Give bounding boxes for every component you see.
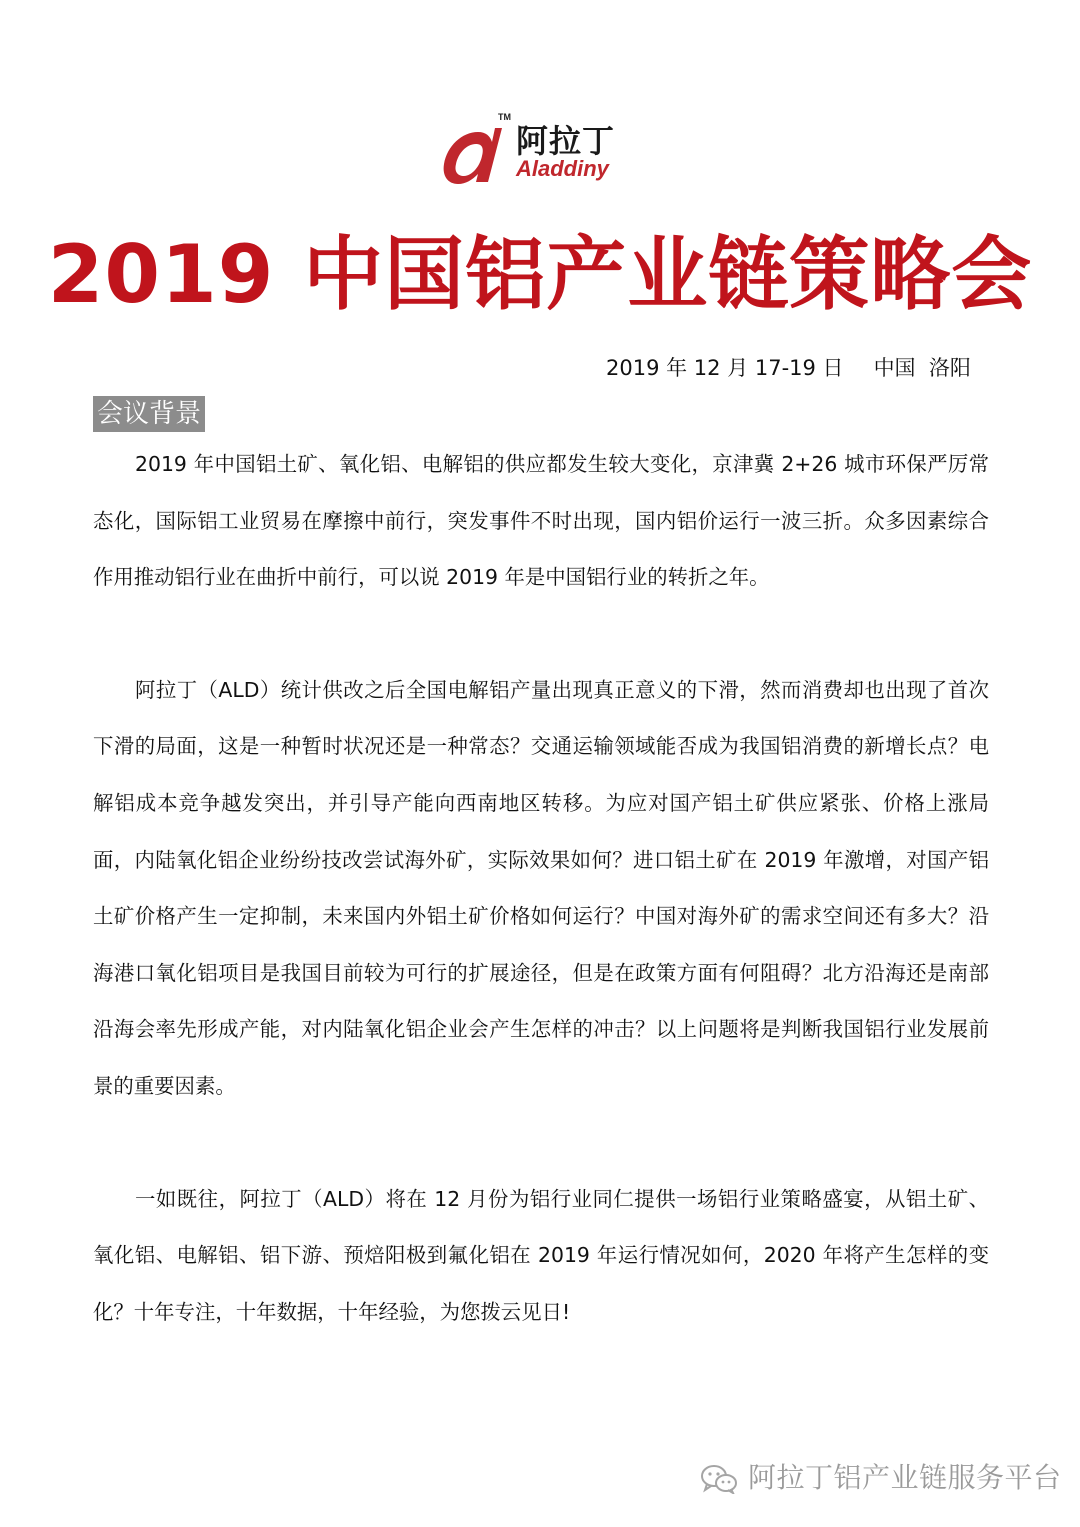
aladdiny-logo <box>440 112 630 187</box>
background-section-body <box>93 436 989 1396</box>
wechat-account-name: 阿拉丁铝产业链服务平台 <box>748 1461 1062 1494</box>
aladdiny-logo-mark-icon <box>440 122 510 188</box>
page-title: 2019 中国铝产业链策略会 <box>47 228 1033 321</box>
logo-english-name: Aladdiny <box>516 156 609 181</box>
event-date: 2019 年 12 月 17-19 日 <box>606 356 844 380</box>
logo-chinese-name: 阿拉丁 <box>516 122 616 160</box>
event-date-location <box>606 352 971 382</box>
paragraph-2: 阿拉丁（ALD）统计供改之后全国电解铝产量出现真正意义的下滑，然而消费却也出现了首次下滑的局面，这是一种暂时状况还是一种常态？交通运输领域能否成为我国铝消费的新增长点？电解铝成本竞争越发突出，并引导产能向西南地区转移。为应对国产铝土矿供应紧张、价格上涨局面，内陆氧化铝企业纷纷技改尝试海外矿，实际效果如何？进口铝土矿在 2019 年激增，对国产铝土矿价格产生一定抑制，未来国内外铝土矿价格如何运行？中国对海外矿的需求空间还有多大？沿海港口氧化铝项目是我国目前较为可行的扩展途径，但是在政策方面有何阻碍？北方沿海还是南部沿海会率先形成产能，对内陆氧化铝企业会产生怎样的冲击？以上问题将是判断我国铝行业发展前景的重要因素。 <box>93 677 989 1098</box>
event-location: 中国 洛阳 <box>873 356 971 380</box>
wechat-icon <box>700 1464 738 1494</box>
trademark-symbol: TM <box>498 112 511 122</box>
paragraph-3: 一如既往，阿拉丁（ALD）将在 12 月份为铝行业同仁提供一场铝行业策略盛宴，从铝土矿、氧化铝、电解铝、铝下游、预焙阳极到氟化铝在 2019 年运行情况如何，2020 年将产生怎样的变化？十年专注，十年数据，十年经验，为您拨云见日! <box>93 1186 989 1324</box>
paragraph-1: 2019 年中国铝土矿、氧化铝、电解铝的供应都发生较大变化，京津冀 2+26 城市环保严厉常态化，国际铝工业贸易在摩擦中前行，突发事件不时出现，国内铝价运行一波三折。众多因素综合作用推动铝行业在曲折中前行，可以说 2019 年是中国铝行业的转折之年。 <box>93 452 989 590</box>
section-heading: 会议背景 <box>93 396 205 432</box>
